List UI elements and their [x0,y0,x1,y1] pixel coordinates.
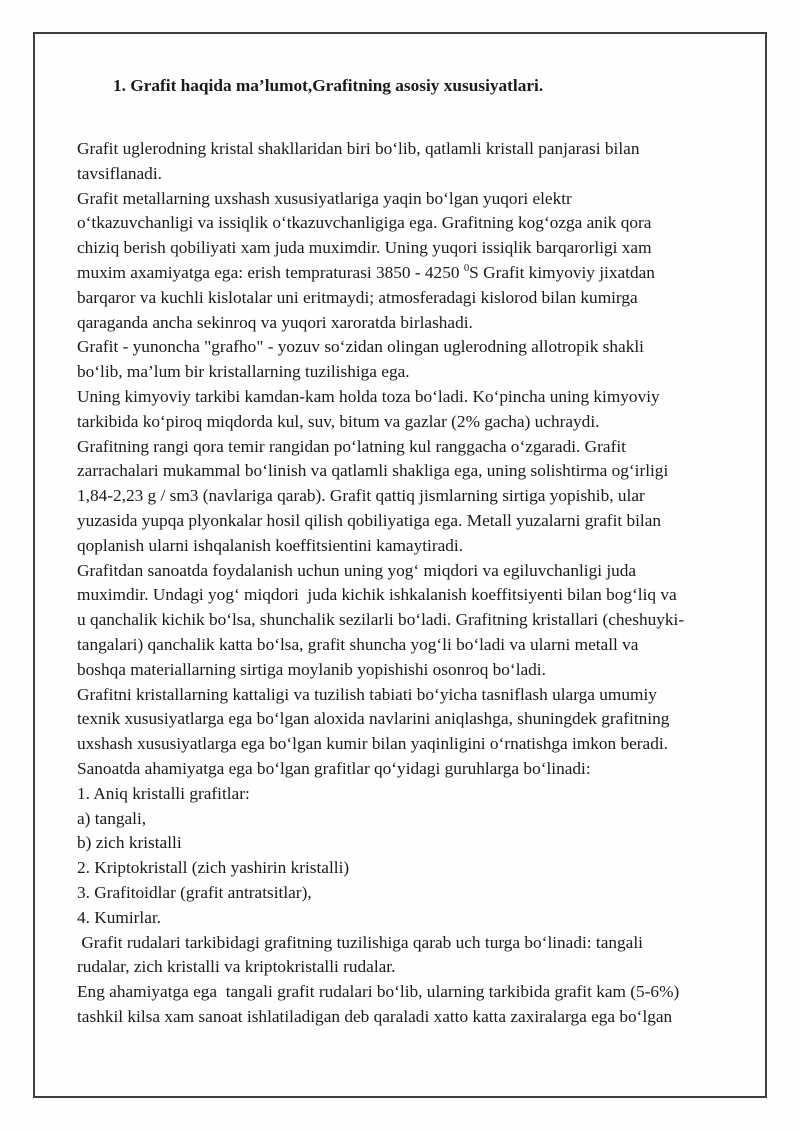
text-line: 1,84-2,23 g / sm3 (navlariga qarab). Grafit qattiq jismlarning sirtiga yopishib, ular [77,486,645,506]
text-line: muxim axamiyatga ega: erish tempraturasi 3850 - 4250 $^0$S Grafit kimyoviy jixatdan [77,262,655,282]
text-line: barqaror va kuchli kislotalar uni eritmaydi; atmosferadagi kislorod bilan kumirga [77,287,638,307]
text-line: chiziq berish qobiliyati xam juda muximdir. Uning yuqori issiqlik barqarorligi xam [77,238,652,258]
superscript-degree-zero: 0 [463,262,470,275]
text-line: qaraganda ancha sekinroq va yuqori xaroratda birlashadi. [77,312,473,332]
text-line: boshqa materiallarning sirtiga moylanib yopishishi osonroq bo‘ladi. [77,659,546,679]
text-line: u qanchalik kichik bo‘lsa, shunchalik sezilarli bo‘ladi. Grafitning kristallari (cheshuyki- [77,610,685,630]
text-line: Grafitning rangi qora temir rangidan po‘latning kul ranggacha o‘zgaradi. Grafit [77,436,626,456]
text-line: b) zich kristalli [77,833,182,853]
text-line: Sanoatda ahamiyatga ega bo‘lgan grafitlar qo‘yidagi guruhlarga bo‘linadi: [77,758,591,778]
text-line: Grafitdan sanoatda foydalanish uchun uning yog‘ miqdori va egiluvchanligi juda [77,560,637,580]
text-line: tarkibida ko‘piroq miqdorda kul, suv, bitum va gazlar (2% gacha) uchraydi. [77,411,600,431]
text-line: uxshash xususiyatlarga ega bo‘lgan kumir bilan yaqinligini o‘rnatishga imkon beradi. [77,734,668,754]
document-title: 1. Grafit haqida ma’lumot,Grafitning asosiy xususiyatlari. [113,76,544,95]
text-line: zarrachalari mukammal bo‘linish va qatlamli shakliga ega, uning solishtirma og‘irligi [77,461,669,481]
text-line: 2. Kriptokristall (zich yashirin kristalli) [77,858,350,878]
text-line: texnik xususiyatlarga ega bo‘lgan aloxida navlarini aniqlashga, shuningdek grafitning [77,709,670,729]
text-line: Eng ahamiyatga ega tangali grafit rudalari bo‘lib, ularning tarkibida grafit kam (5-6%) [77,982,680,1002]
text-line: Grafit - yunoncha "grafho" - yozuv so‘zidan olingan uglerodning allotropik shakli [77,337,644,357]
text-line: 4. Kumirlar. [77,907,161,927]
text-line: bo‘lib, ma’lum bir kristallarning tuzilishiga ega. [77,362,410,382]
text-line: tangalari) qanchalik katta bo‘lsa, grafit shuncha yog‘li bo‘ladi va ularni metall va [77,634,639,654]
text-line: a) tangali, [77,808,147,828]
text-line: yuzasida yupqa plyonkalar hosil qilish qobiliyatiga ega. Metall yuzalarni grafit bilan [77,510,662,530]
text-line: 3. Grafitoidlar (grafit antratsitlar), [77,882,312,902]
text-line: o‘tkazuvchanligi va issiqlik o‘tkazuvchanligiga ega. Grafitning kog‘ozga anik qora [77,213,652,233]
text-line: Grafit uglerodning kristal shakllaridan biri bo‘lib, qatlamli kristall panjarasi bilan [77,139,640,158]
text-line: Grafit rudalari tarkibidagi grafitning tuzilishiga qarab uch turga bo‘linadi: tangali [77,932,643,952]
text-line: Grafit metallarning uxshash xususiyatlariga yaqin bo‘lgan yuqori elektr [77,188,572,208]
text-line: Grafitni kristallarning kattaligi va tuzilish tabiati bo‘yicha tasniflash ularga umumiy [77,684,657,704]
text-line: tashkil kilsa xam sanoat ishlatiladigan deb qaraladi xatto katta zaxiralarga ega bo‘lgan [77,1006,673,1026]
text-line: tavsiflanadi. [77,163,162,183]
text-line: rudalar, zich kristalli va kriptokristalli rudalar. [77,957,396,977]
text-line: qoplanish ularni ishqalanish koeffitsientini kamaytiradi. [77,535,464,555]
text-line: muximdir. Undagi yog‘ miqdori juda kichik ishkalanish koeffitsiyenti bilan bog‘liq va [77,585,677,605]
document-body [77,137,767,1030]
text-line: Uning kimyoviy tarkibi kamdan-kam holda toza bo‘ladi. Ko‘pincha uning kimyoviy [77,386,660,406]
text-line: 1. Aniq kristalli grafitlar: [77,783,250,803]
